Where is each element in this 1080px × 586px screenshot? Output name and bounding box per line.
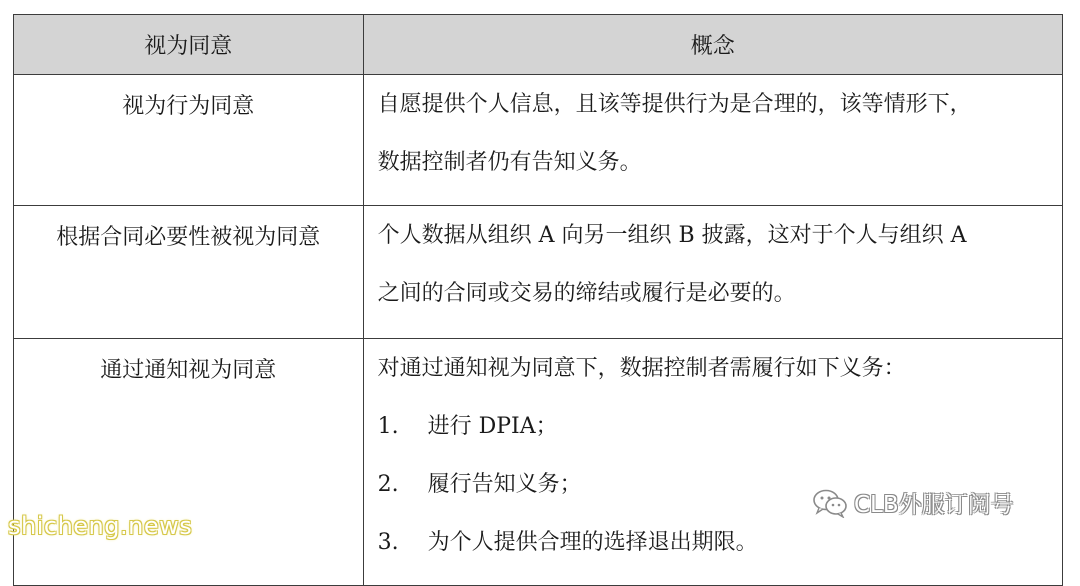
table-header-row bbox=[14, 15, 1063, 75]
header-concept: 概念 bbox=[363, 15, 1062, 75]
header-deemed-consent: 视为同意 bbox=[14, 15, 364, 75]
definition-line: 数据控制者仍有告知义务。 bbox=[377, 150, 642, 175]
list-text: 履行告知义务； bbox=[427, 472, 582, 497]
list-item bbox=[378, 527, 1054, 585]
term-cell bbox=[14, 339, 364, 586]
term-cell bbox=[14, 75, 364, 206]
wechat-icon bbox=[812, 488, 848, 518]
term-text: 视为行为同意 bbox=[122, 94, 255, 119]
table-row bbox=[14, 339, 1063, 586]
definition-cell bbox=[363, 339, 1062, 586]
watermark-wechat bbox=[812, 486, 1014, 519]
definition-cell bbox=[363, 206, 1062, 339]
list-text: 为个人提供合理的选择退出期限。 bbox=[427, 530, 758, 555]
list-number: 1. bbox=[377, 414, 399, 439]
definition-line: 个人数据从组织 A 向另一组织 B 披露，这对于个人与组织 A bbox=[377, 223, 967, 248]
list-number: 3. bbox=[377, 530, 399, 555]
definition-line: 对通过通知视为同意下，数据控制者需履行如下义务： bbox=[377, 356, 906, 381]
definition-cell bbox=[363, 75, 1062, 206]
definition-line: 之间的合同或交易的缔结或履行是必要的。 bbox=[377, 281, 796, 306]
table-row bbox=[14, 75, 1063, 206]
definition-line: 自愿提供个人信息，且该等提供行为是合理的，该等情形下， bbox=[377, 92, 972, 117]
list-number: 2. bbox=[377, 472, 399, 497]
term-text: 通过通知视为同意 bbox=[100, 358, 277, 383]
term-cell bbox=[14, 206, 364, 339]
table-row bbox=[14, 206, 1063, 339]
list-text: 进行 DPIA； bbox=[427, 414, 558, 439]
watermark-right-text: CLB外服订阅号 bbox=[854, 492, 1014, 518]
list-item bbox=[378, 411, 1054, 469]
watermark-site: shicheng.news bbox=[8, 512, 193, 540]
term-text: 根据合同必要性被视为同意 bbox=[56, 225, 321, 250]
